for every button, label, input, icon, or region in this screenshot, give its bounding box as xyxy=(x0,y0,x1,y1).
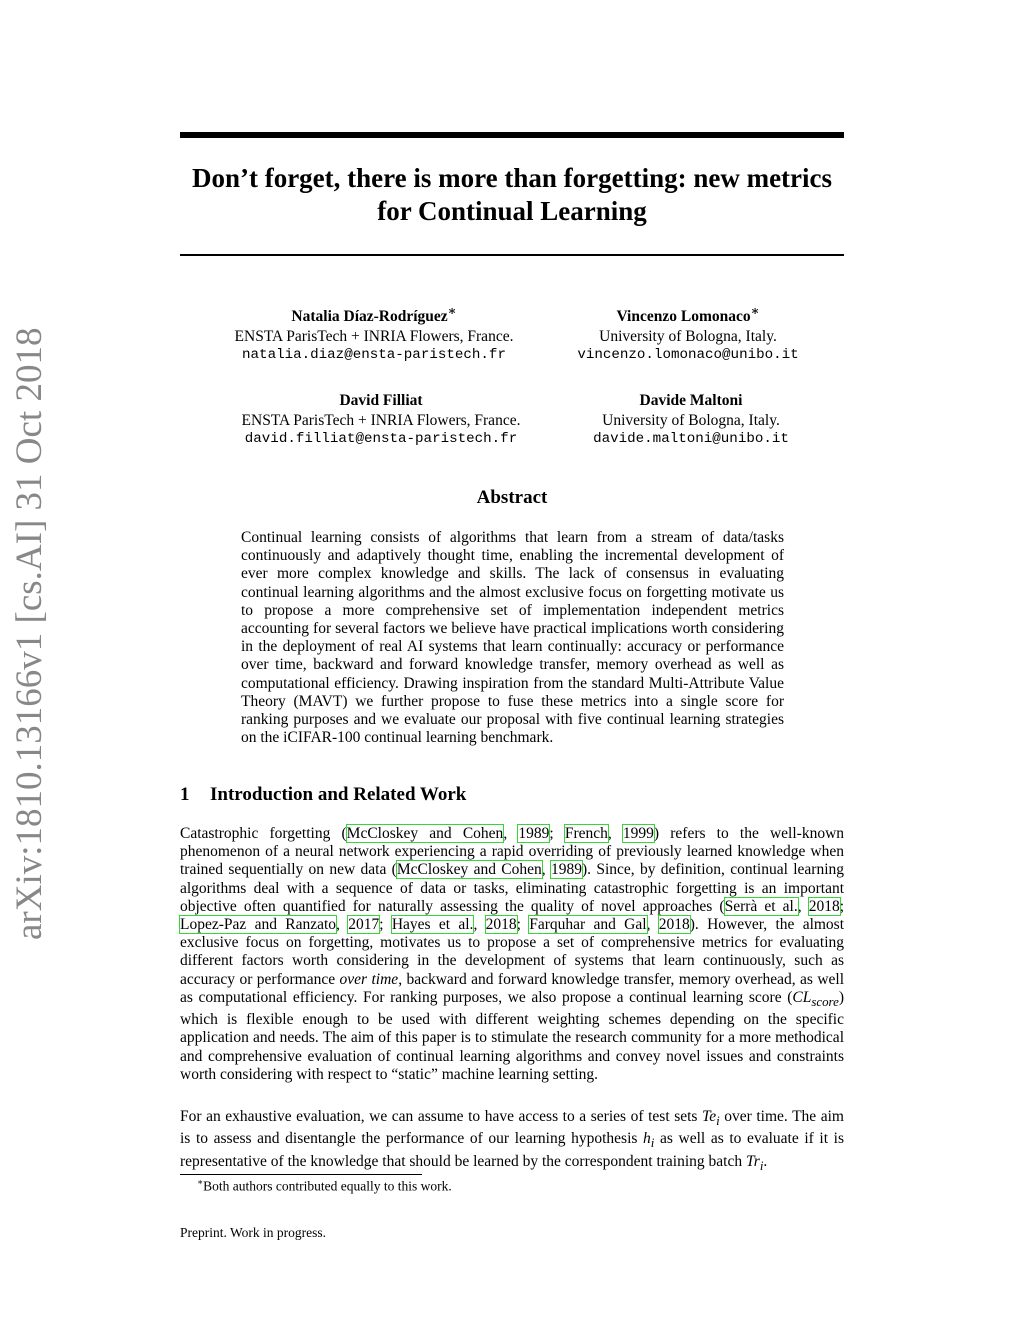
author-block-4 xyxy=(521,385,861,450)
citation-link[interactable]: 2017 xyxy=(348,916,380,934)
author-email: vincenzo.lomonaco@unibo.it xyxy=(577,347,799,364)
citation-link[interactable]: 2018 xyxy=(658,916,690,934)
author-affiliation: ENSTA ParisTech + INRIA Flowers, France. xyxy=(234,327,514,345)
author-block-3 xyxy=(211,385,551,450)
abstract-text: Continual learning consists of algorithms that learn from a stream of data/tasks continuously and adaptively thought time, enabling the incremental development of ever more complex knowledge and skills. The lack of consensus in evaluating continual learning algorithms and the almost exclusive focus on forgetting motivate us to propose a more comprehensive set of implementation independent metrics accounting for several factors we believe have practical implications worth considering in the deployment of real AI systems that learn continually: accuracy or performance over time, backward and forward knowledge transfer, memory overhead as well as computational efficiency. Drawing inspiration from the standard Multi-Attribute Value Theory (MAVT) we further propose to fuse these metrics into a single score for ranking purposes and we evaluate our proposal with five continual learning strategies on the iCIFAR-100 continual learning benchmark. xyxy=(241,529,784,747)
author-email: davide.maltoni@unibo.it xyxy=(593,431,789,448)
citation-link[interactable]: 2018 xyxy=(808,897,840,915)
citation-link[interactable]: Farquhar and Gal xyxy=(529,916,647,934)
citation-link[interactable]: 1999 xyxy=(622,825,654,842)
citation-link[interactable]: Lopez-Paz and Ranzato xyxy=(180,916,337,934)
intro-paragraph-1: Catastrophic forgetting (McCloskey and Cohen, 1989; French, 1999) refers to the well-known phenomenon of a neural network experiencing a rapid overriding of previously learned knowledge when trained sequentially on new data (McCloskey and Cohen, 1989). Since, by definition, continual learning algorithms deal with a sequence of data or tasks, eliminating catastrophic forgetting is an important objective often quantified for naturally assessing the quality of novel approaches (Serrà et al., 2018; Lopez-Paz and Ranzato, 2017; Hayes et al., 2018; Farquhar and Gal, 2018). However, the almost exclusive focus on forgetting, motivates us to propose a set of comprehensive metrics for evaluating different factors worth considering in the development of systems that learn continuously, such as accuracy or performance over time, backward and forward knowledge transfer, memory overhead, as well as computational efficiency. For ranking purposes, we also propose a continual learning score $(CL_{score})$ which is flexible enough to be used with different weighting schemes depending on the specific application and needs. The aim of this paper is to stimulate the research community for a more methodical and comprehensive evaluation of continual learning algorithms and convey novel issues and constraints worth considering with respect to “static” machine learning setting. xyxy=(180,825,845,1083)
math-cl-score: $CL_{score}$ xyxy=(792,988,839,1009)
footer-note: Preprint. Work in progress. xyxy=(180,1225,327,1240)
author-affiliation: University of Bologna, Italy. xyxy=(602,411,780,429)
paper-title: Don’t forget, there is more than forgetting: new metrics for Continual Learning xyxy=(191,163,833,226)
section-number: 1 xyxy=(180,784,190,805)
author-email: natalia.diaz@ensta-paristech.fr xyxy=(242,347,506,364)
author-name: David Filliat xyxy=(339,392,423,410)
author-email: david.filliat@ensta-paristech.fr xyxy=(244,431,518,448)
citation-link[interactable]: McCloskey and Cohen xyxy=(346,825,504,842)
author-name: Vincenzo Lomonaco∗ xyxy=(616,303,760,326)
math-test-set: $Te_i$ xyxy=(702,1108,720,1129)
abstract-heading: Abstract xyxy=(476,487,548,508)
footnote-rule xyxy=(180,1174,422,1175)
emphasis-over-time: over time xyxy=(339,970,399,988)
author-block-2 xyxy=(518,301,858,366)
arxiv-side-stamp: arXiv:1810.13166v1 [cs.AI] 31 Oct 2018 xyxy=(9,327,50,940)
citation-link[interactable]: French xyxy=(564,825,608,842)
author-name: Natalia Díaz-Rodríguez∗ xyxy=(291,303,457,326)
section-heading xyxy=(180,784,466,806)
citation-link[interactable]: McCloskey and Cohen xyxy=(396,861,542,879)
intro-paragraph-2: For an exhaustive evaluation, we can assume to have access to a series of test sets $Te_i$ over time. The aim is to assess and disentangle the performance of our learning hypothesis $h_i$ as well as to evaluate if it is representative of the knowledge that should be learned by the correspondent training batch $Tr_i$. xyxy=(180,1108,844,1173)
author-affiliation: University of Bologna, Italy. xyxy=(599,327,777,345)
author-block-1 xyxy=(204,301,544,366)
math-hypothesis: $h_i$ xyxy=(643,1130,655,1151)
footnote: ∗Both authors contributed equally to this work. xyxy=(197,1177,452,1194)
citation-link[interactable]: Hayes et al. xyxy=(391,916,474,934)
section-title: Introduction and Related Work xyxy=(210,784,467,805)
citation-link[interactable]: 1989 xyxy=(518,825,550,842)
citation-link[interactable]: Serrà et al. xyxy=(724,897,798,915)
title-top-rule xyxy=(180,132,844,138)
title-bottom-rule xyxy=(180,254,844,256)
author-name: Davide Maltoni xyxy=(639,392,743,410)
citation-link[interactable]: 2018 xyxy=(485,916,517,934)
citation-link[interactable]: 1989 xyxy=(550,861,582,879)
author-affiliation: ENSTA ParisTech + INRIA Flowers, France. xyxy=(241,411,521,429)
math-training-batch: $Tr_i$ xyxy=(746,1152,764,1173)
